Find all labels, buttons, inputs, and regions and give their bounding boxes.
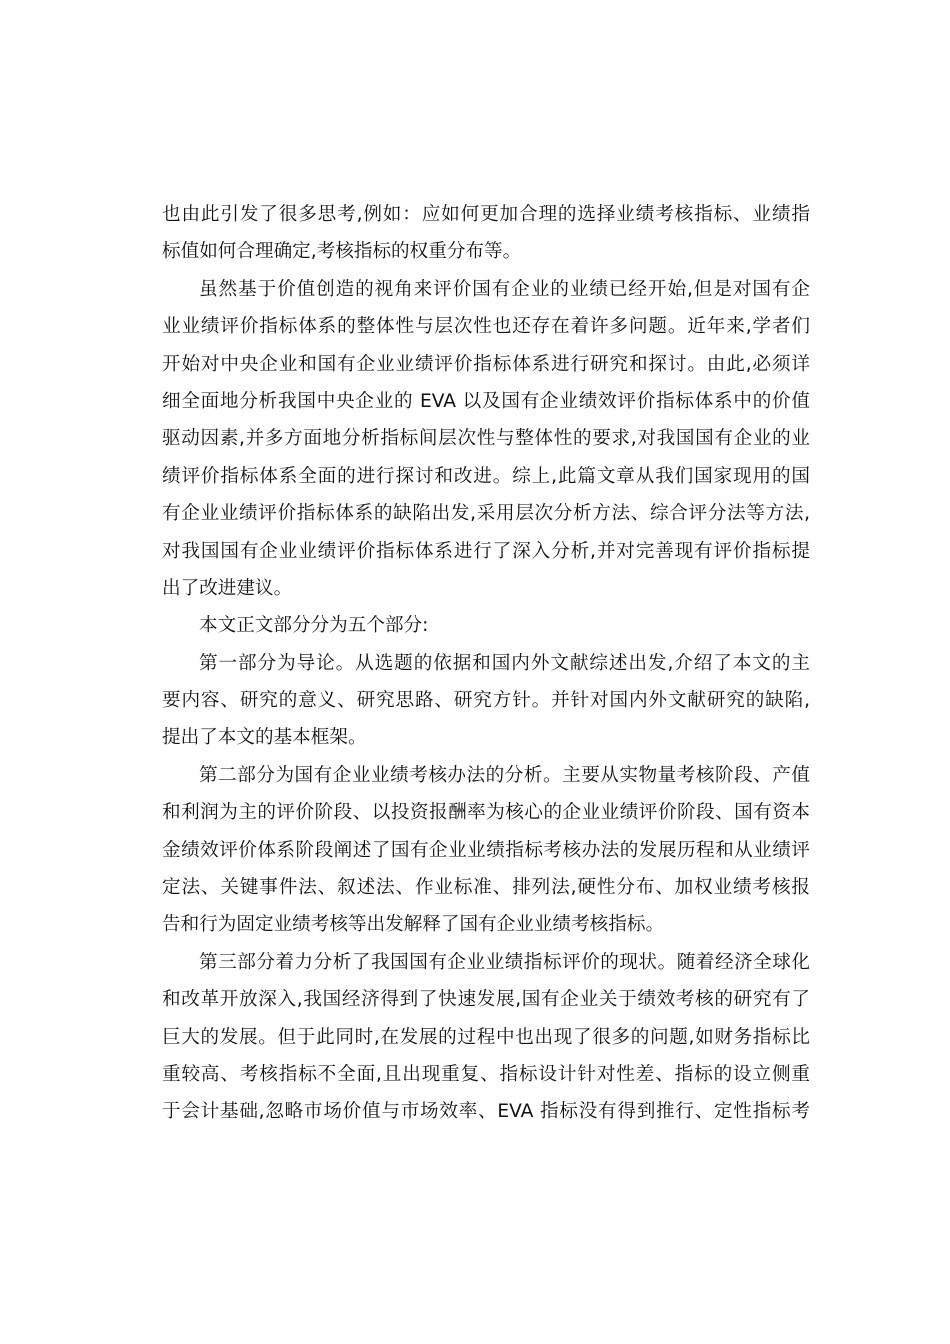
paragraph — [162, 607, 810, 644]
text-line: 本文正文部分分为五个部分: — [199, 615, 429, 637]
text-line: 巨大的发展。但于此同时,在发展的过程中也出现了很多的问题,如财务指标比 — [162, 1026, 810, 1048]
text-line: 于会计基础,忽略市场价值与市场效率、EVA 指标没有得到推行、定性指标考 — [162, 1101, 810, 1123]
text-line: 驱动因素,并多方面地分析指标间层次性与整体性的要求,对我国国有企业的业 — [162, 428, 810, 450]
text-line: 也由此引发了很多思考,例如：应如何更加合理的选择业绩考核指标、业绩指 — [162, 204, 810, 225]
text-line: 和利润为主的评价阶段、以投资报酬率为核心的企业业绩评价阶段、国有资本 — [162, 802, 810, 824]
text-line: 细全面地分析我国中央企业的 EVA 以及国有企业绩效评价指标体系中的价值 — [162, 390, 810, 412]
text-line: 金绩效评价体系阶段阐述了国有企业业绩指标考核办法的发展历程和从业绩评 — [162, 839, 810, 861]
text-line: 第三部分着力分析了我国国有企业业绩指标评价的现状。随着经济全球化 — [199, 951, 810, 973]
paragraph — [162, 645, 810, 757]
body-text — [162, 196, 810, 1131]
text-line: 对我国国有企业业绩评价指标体系进行了深入分析,并对完善现有评价指标提 — [162, 540, 810, 562]
text-line: 重较高、考核指标不全面,且出现重复、指标设计针对性差、指标的设立侧重 — [162, 1063, 810, 1085]
paragraph — [162, 196, 810, 271]
paragraph — [162, 757, 810, 944]
text-line: 第二部分为国有企业业绩考核办法的分析。主要从实物量考核阶段、产值 — [199, 764, 810, 786]
text-line: 要内容、研究的意义、研究思路、研究方针。并针对国内外文献研究的缺陷, — [162, 690, 810, 712]
paragraph — [162, 271, 810, 608]
text-line: 开始对中央企业和国有企业业绩评价指标体系进行研究和探讨。由此,必须详 — [162, 353, 810, 375]
paragraph — [162, 944, 810, 1131]
text-line: 有企业业绩评价指标体系的缺陷出发,采用层次分析方法、综合评分法等方法, — [162, 503, 810, 525]
text-line: 绩评价指标体系全面的进行探讨和改进。综上,此篇文章从我们国家现用的国 — [162, 465, 810, 487]
text-line: 提出了本文的基本框架。 — [162, 727, 367, 749]
text-line: 虽然基于价值创造的视角来评价国有企业的业绩已经开始,但是对国有企 — [199, 278, 810, 300]
text-line: 业业绩评价指标体系的整体性与层次性也还存在着许多问题。近年来,学者们 — [162, 316, 810, 338]
text-line: 出了改进建议。 — [162, 577, 293, 599]
text-line: 和改革开放深入,我国经济得到了快速发展,国有企业关于绩效考核的研究有了 — [162, 989, 810, 1011]
text-line: 第一部分为导论。从选题的依据和国内外文献综述出发,介绍了本文的主 — [199, 652, 810, 674]
text-line: 定法、关键事件法、叙述法、作业标准、排列法,硬性分布、加权业绩考核报 — [162, 877, 810, 899]
text-line: 告和行为固定业绩考核等出发解释了国有企业业绩考核指标。 — [162, 914, 665, 936]
text-line: 标值如何合理确定,考核指标的权重分布等。 — [162, 241, 522, 263]
